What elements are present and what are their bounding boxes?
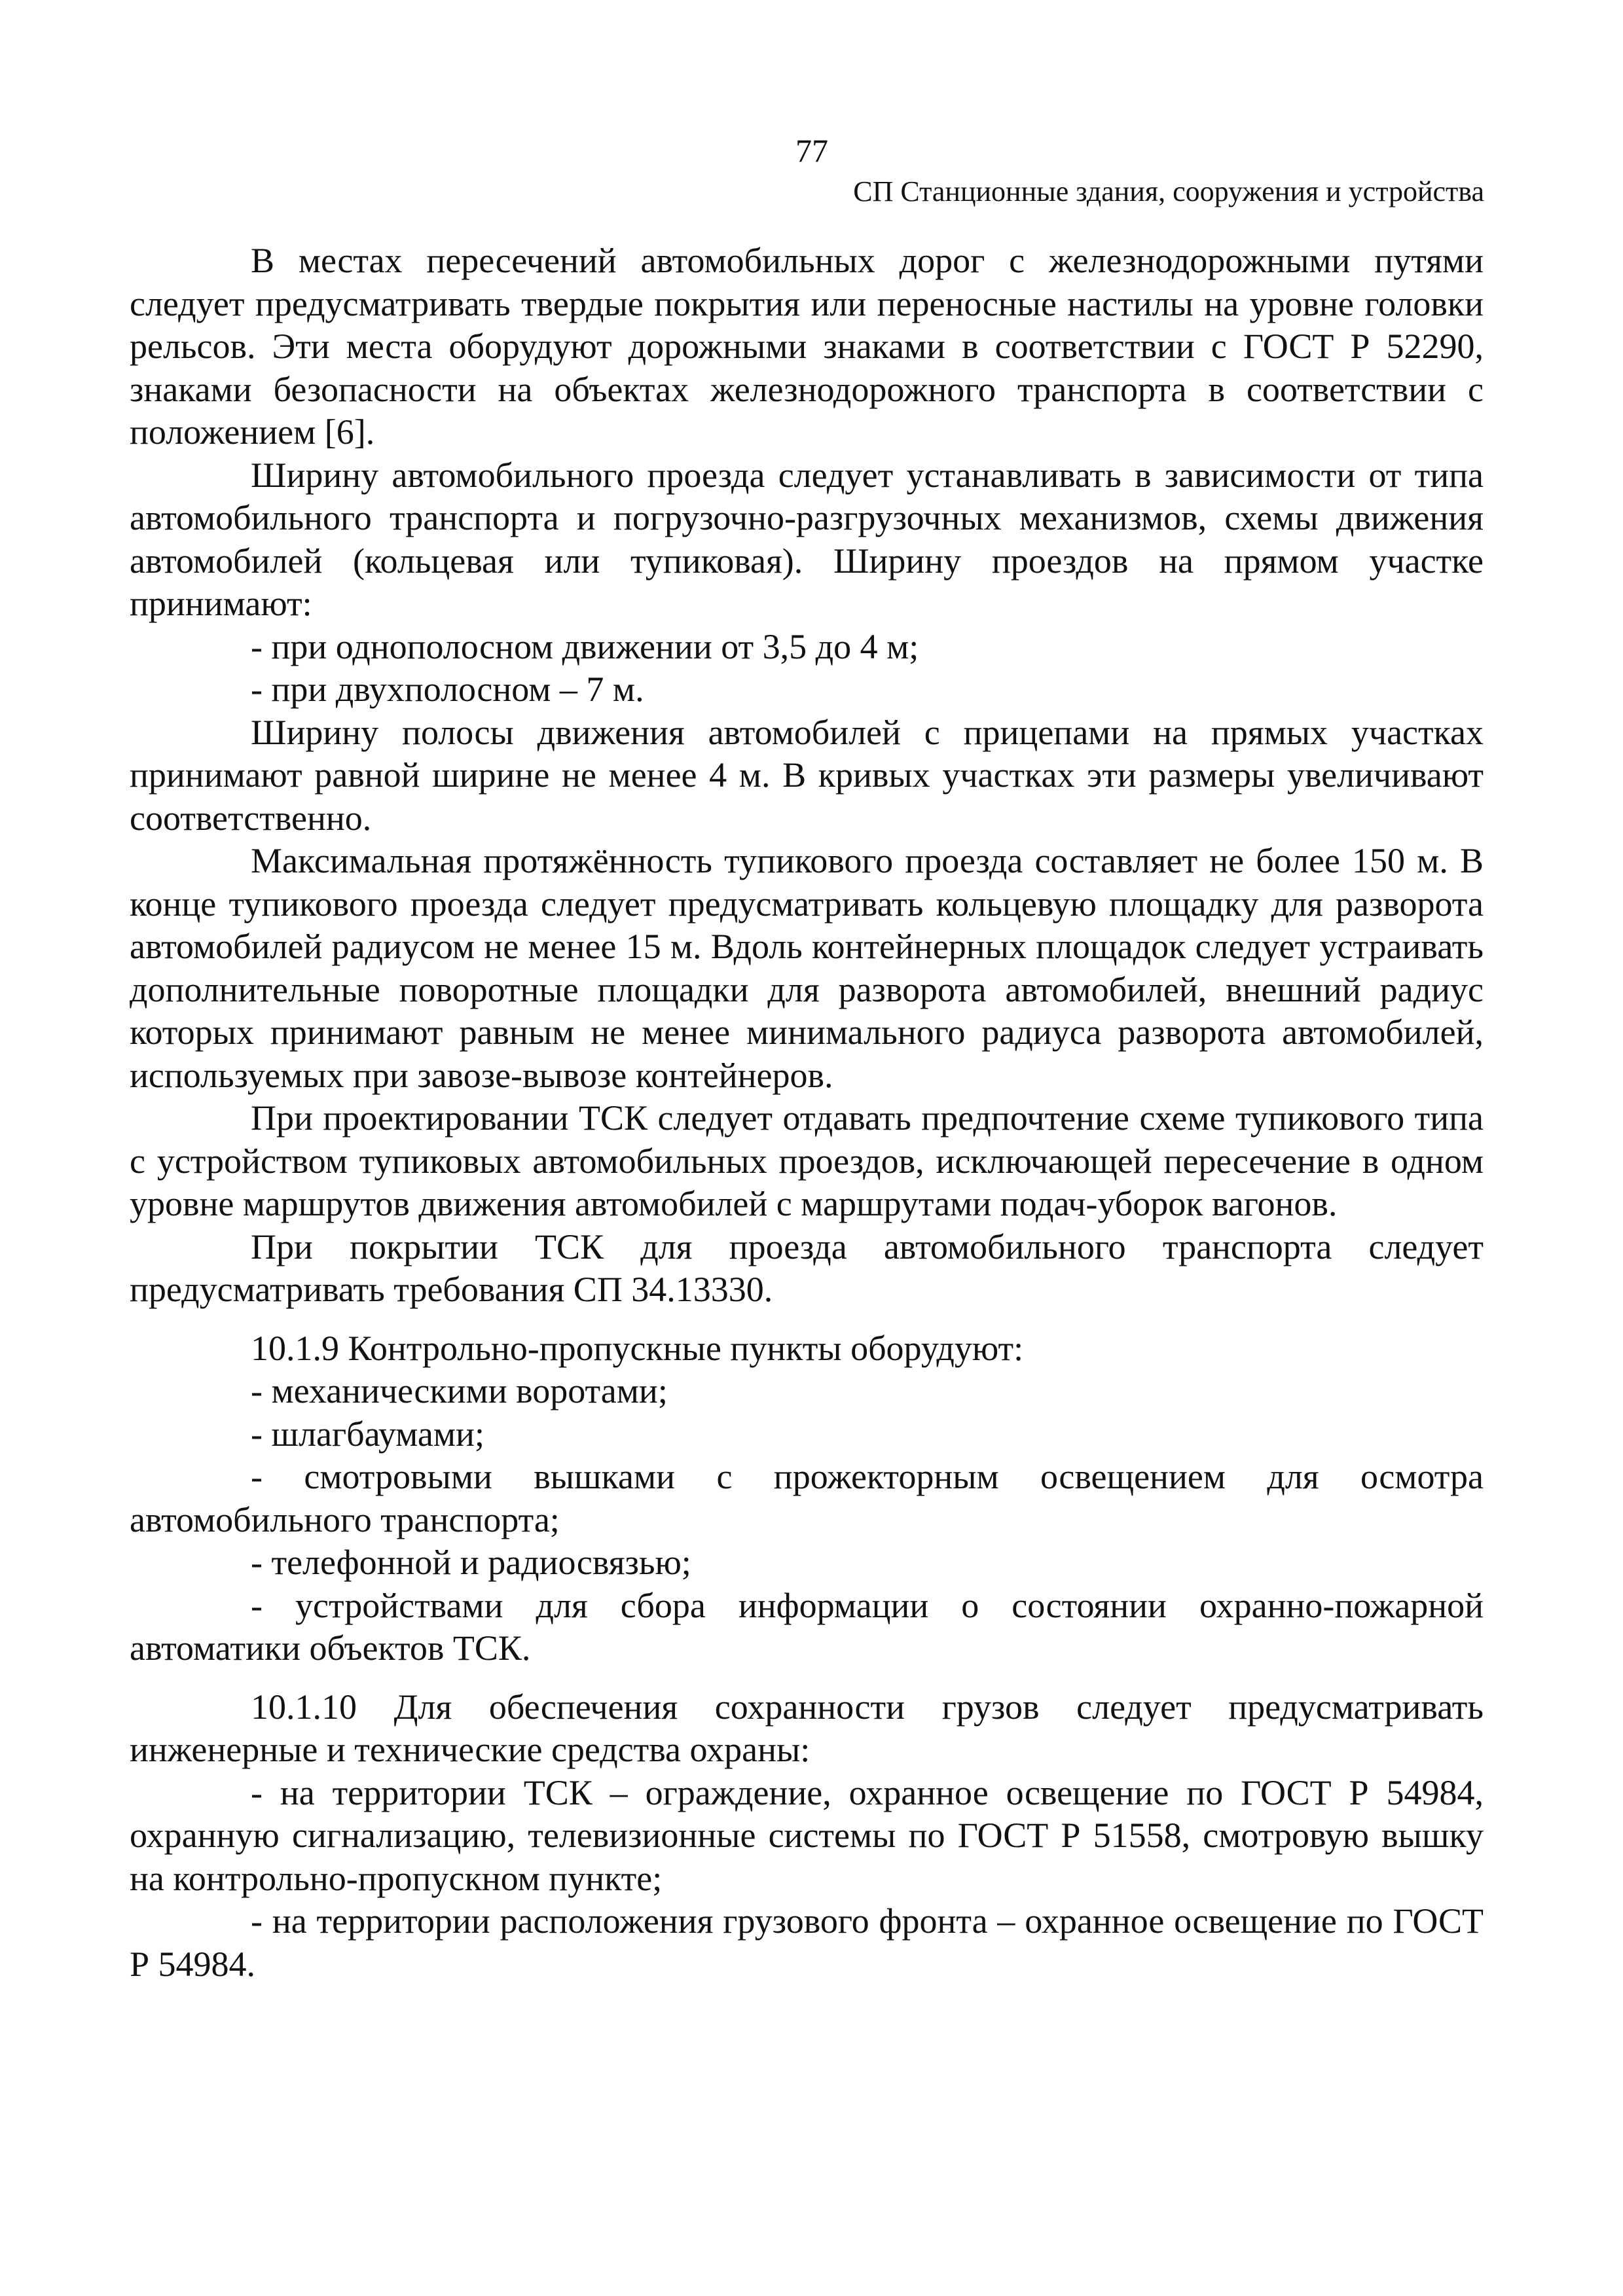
document-body [130,240,1484,1986]
paragraph-road-width: Ширину автомобильного проезда следует устанавливать в зависимости от типа автомобильного транспорта и погрузочно-разгрузочных механизмов, схемы движения автомобилей (кольцевая или тупиковая). Ширину проездов на прямом участке принимают: [130,455,1484,623]
list-item-single-lane: - при однополосном движении от 3,5 до 4 м; [251,626,919,666]
section-10-1-10-heading: 10.1.10 Для обеспечения сохранности грузов следует предусматривать инженерные и технические средства охраны: [130,1687,1484,1769]
paragraph-trailer-lane-width: Ширину полосы движения автомобилей с прицепами на прямых участках принимают равной ширине не менее 4 м. В кривых участках эти размеры увеличивают соответственно. [130,712,1484,838]
list-item-cargo-front-territory: - на территории расположения грузового фронта – охранное освещение по ГОСТ Р 54984. [130,1901,1484,1984]
page-number: 77 [795,132,828,169]
list-item-mechanical-gates: - механическими воротами; [251,1371,668,1410]
paragraph-pavement-requirements: При покрытии ТСК для проезда автомобильного транспорта следует предусматривать требования СП 34.13330. [130,1227,1484,1309]
list-item-telephone-radio: - телефонной и радиосвязью; [251,1543,691,1582]
list-item-two-lane: - при двухполосном – 7 м. [251,670,644,709]
list-item-barriers: - шлагбаумами; [251,1414,484,1454]
paragraph-design-scheme: При проектировании ТСК следует отдавать предпочтение схеме тупикового типа с устройством тупиковых автомобильных проездов, исключающей пересечение в одном уровне маршрутов движения автомобилей с маршрутами подач-уборок вагонов. [130,1098,1484,1223]
section-10-1-9-heading: 10.1.9 Контрольно-пропускные пункты оборудуют: [251,1328,1024,1368]
list-item-watchtowers: - смотровыми вышками с прожекторным освещением для осмотра автомобильного транспорта; [130,1457,1484,1539]
paragraph-dead-end-length: Максимальная протяжённость тупикового проезда составляет не более 150 м. В конце тупикового проезда следует предусматривать кольцевую площадку для разворота автомобилей радиусом не менее 15 м. Вдоль контейнерных площадок следует устраивать дополнительные поворотные площадки для разворота автомобилей, внешний радиус которых принимают равным не менее минимального радиуса разворота автомобилей, используемых при завозе-вывозе контейнеров. [130,841,1484,1095]
list-item-fire-alarm-devices: - устройствами для сбора информации о состоянии охранно-пожарной автоматики объектов ТСК. [130,1585,1484,1668]
running-title: СП Станционные здания, сооружения и устройства [853,175,1484,207]
paragraph-railway-crossings: В местах пересечений автомобильных дорог с железнодорожными путями следует предусматривать твердые покрытия или переносные настилы на уровне головки рельсов. Эти места оборудуют дорожными знаками в соответствии с ГОСТ Р 52290, знаками безопасности на объектах железнодорожного транспорта в соответствии с положением [6]. [130,241,1484,452]
list-item-tsk-territory: - на территории ТСК – ограждение, охранное освещение по ГОСТ Р 54984, охранную сигнализацию, телевизионные системы по ГОСТ Р 51558, смотровую вышку на контрольно-пропускном пункте; [130,1772,1484,1898]
